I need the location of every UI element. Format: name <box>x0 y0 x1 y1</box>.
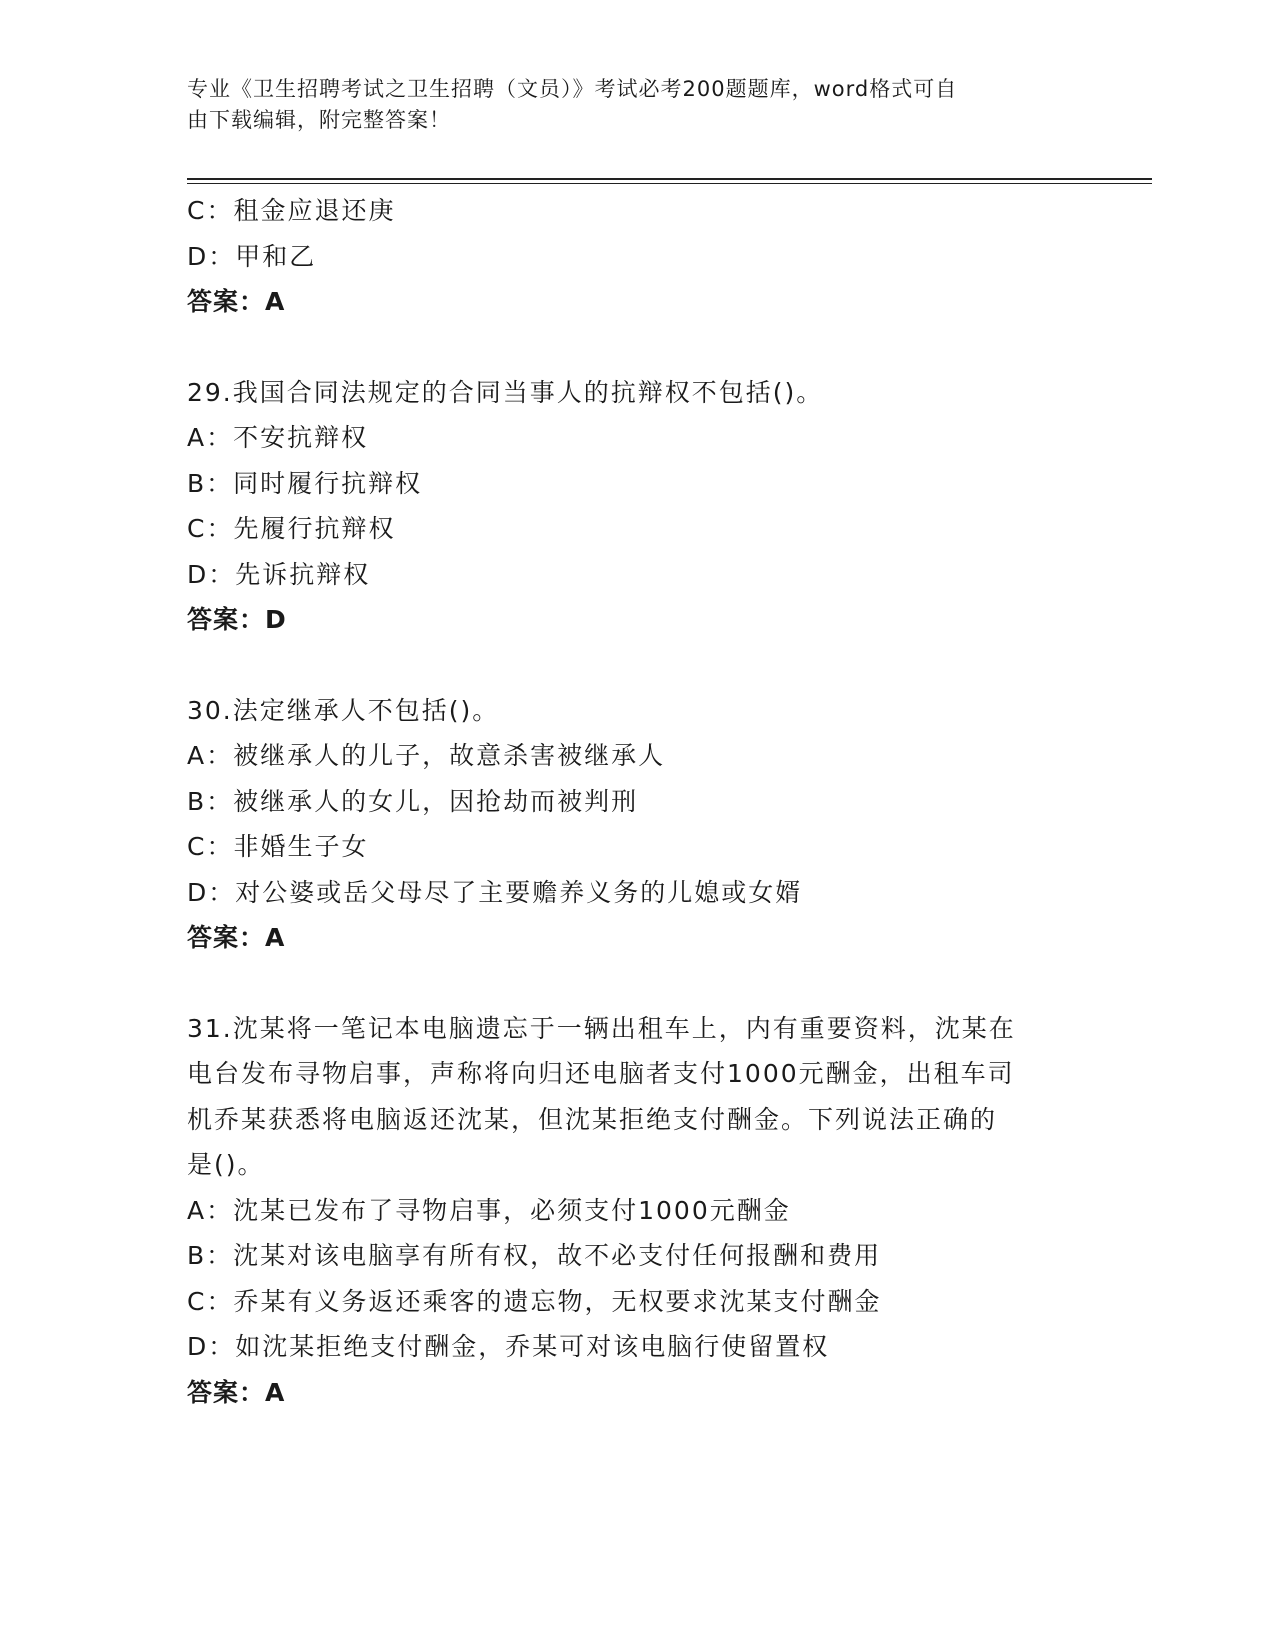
option-a: A：不安抗辩权 <box>187 423 369 452</box>
option-d: D：对公婆或岳父母尽了主要赡养义务的儿媳或女婿 <box>187 877 803 907</box>
question-stem-line: 机乔某获悉将电脑返还沈某，但沈某拒绝支付酬金。下列说法正确的 <box>187 1104 998 1134</box>
document-header <box>187 74 1067 136</box>
answer-line: 答案：A <box>187 1377 286 1407</box>
question-stem-line: 31.沈某将一笔记本电脑遗忘于一辆出租车上，内有重要资料，沈某在 <box>187 1013 1016 1043</box>
option-a: A：被继承人的儿子，故意杀害被继承人 <box>187 741 666 770</box>
option-b: B：被继承人的女儿，因抢劫而被判刑 <box>187 786 639 816</box>
header-divider-thin <box>187 183 1152 184</box>
question-29 <box>187 370 1087 643</box>
option-a: A：沈某已发布了寻物启事，必须支付1000元酬金 <box>187 1195 791 1225</box>
option-b: B：沈某对该电脑享有所有权，故不必支付任何报酬和费用 <box>187 1241 882 1270</box>
option-c: C：非婚生子女 <box>187 832 369 861</box>
answer-line: 答案：A <box>187 923 286 952</box>
option-c: C：乔某有义务返还乘客的遗忘物，无权要求沈某支付酬金 <box>187 1286 882 1316</box>
option-c: C：先履行抗辩权 <box>187 514 396 543</box>
header-line-2: 由下载编辑，附完整答案！ <box>187 108 451 132</box>
option-d: D：先诉抗辩权 <box>187 559 371 589</box>
question-30 <box>187 688 1087 961</box>
question-stem-line: 电台发布寻物启事，声称将向归还电脑者支付1000元酬金，出租车司 <box>187 1059 1015 1088</box>
answer-line: 答案：A <box>187 287 286 316</box>
option-d: D：如沈某拒绝支付酬金，乔某可对该电脑行使留置权 <box>187 1332 830 1361</box>
question-continuation <box>187 188 1087 325</box>
question-stem: 29.我国合同法规定的合同当事人的抗辩权不包括()。 <box>187 377 824 407</box>
spacer <box>187 325 1087 370</box>
header-line-1: 专业《卫生招聘考试之卫生招聘（文员）》考试必考200题题库，word格式可自 <box>187 77 958 101</box>
spacer <box>187 643 1087 688</box>
question-stem-line: 是()。 <box>187 1150 265 1179</box>
question-list <box>187 188 1087 1415</box>
answer-line: 答案：D <box>187 605 287 634</box>
question-stem: 30.法定继承人不包括()。 <box>187 695 500 725</box>
option-c: C：租金应退还庚 <box>187 196 396 225</box>
option-b: B：同时履行抗辩权 <box>187 468 423 498</box>
question-31 <box>187 1006 1087 1416</box>
spacer <box>187 961 1087 1006</box>
header-divider-thick <box>187 178 1152 180</box>
option-d: D：甲和乙 <box>187 241 317 271</box>
